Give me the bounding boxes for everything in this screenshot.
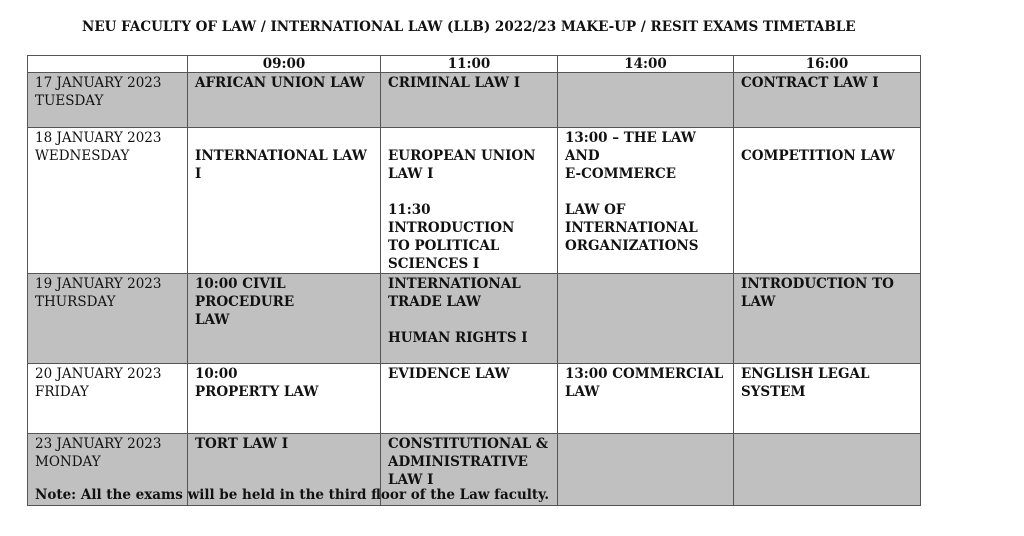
exam-cell-0900	[188, 73, 381, 128]
exam-text: 10:00 CIVIL PROCEDURE LAW	[195, 276, 295, 328]
date-cell	[28, 73, 188, 128]
exam-cell-0900	[188, 274, 381, 364]
exam-text: INTERNATIONAL TRADE LAW HUMAN RIGHTS I	[388, 276, 528, 346]
exam-text: ENGLISH LEGAL SYSTEM	[741, 366, 870, 400]
exam-cell-1400	[558, 364, 734, 434]
date-text: 23 JANUARY 2023	[35, 436, 162, 452]
exam-cell-1400	[558, 434, 734, 506]
exam-location-note: Note: All the exams will be held in the third floor of the Law faculty.	[35, 487, 550, 503]
table-row	[28, 128, 921, 274]
header-row	[28, 56, 921, 73]
exam-text: 10:00 PROPERTY LAW	[195, 366, 319, 400]
exam-text: 13:00 – THE LAW AND E-COMMERCE LAW OF INTERNATIONAL ORGANIZATIONS	[565, 130, 699, 254]
header-1600: 16:00	[734, 56, 921, 73]
exam-cell-1100	[381, 73, 558, 128]
date-text: 17 JANUARY 2023	[35, 75, 162, 91]
date-cell	[28, 274, 188, 364]
table-row	[28, 73, 921, 128]
exam-text: 13:00 COMMERCIAL LAW	[565, 366, 724, 400]
header-blank	[28, 56, 188, 73]
day-text: MONDAY	[35, 454, 101, 470]
table-row	[28, 364, 921, 434]
exam-text: AFRICAN UNION LAW	[195, 75, 365, 91]
exam-text: EUROPEAN UNION LAW I 11:30 INTRODUCTION TO POLITICAL SCIENCES I	[388, 148, 536, 272]
header-1100: 11:00	[381, 56, 558, 73]
exam-text: CRIMINAL LAW I	[388, 75, 521, 91]
exam-text: CONSTITUTIONAL & ADMINISTRATIVE LAW I	[388, 436, 549, 488]
exam-cell-1600	[734, 128, 921, 274]
header-0900: 09:00	[188, 56, 381, 73]
exam-cell-1100	[381, 274, 558, 364]
date-text: 18 JANUARY 2023	[35, 130, 162, 146]
day-text: THURSDAY	[35, 294, 116, 310]
exam-cell-1600	[734, 274, 921, 364]
exam-cell-1400	[558, 274, 734, 364]
exam-text: COMPETITION LAW	[741, 148, 895, 164]
header-1400: 14:00	[558, 56, 734, 73]
table-row	[28, 274, 921, 364]
exam-text: CONTRACT LAW I	[741, 75, 879, 91]
timetable-title: NEU FACULTY OF LAW / INTERNATIONAL LAW (LLB) 2022/23 MAKE-UP / RESIT EXAMS TIMETABLE	[82, 19, 856, 35]
exam-cell-1100	[381, 128, 558, 274]
exam-cell-1400	[558, 73, 734, 128]
date-cell	[28, 364, 188, 434]
exam-cell-0900	[188, 364, 381, 434]
exam-text: EVIDENCE LAW	[388, 366, 510, 382]
exam-cell-1100	[381, 364, 558, 434]
date-cell	[28, 128, 188, 274]
exam-cell-0900	[188, 128, 381, 274]
date-text: 20 JANUARY 2023	[35, 366, 162, 382]
exam-cell-1600	[734, 73, 921, 128]
exam-cell-1600	[734, 364, 921, 434]
exam-text: INTRODUCTION TO LAW	[741, 276, 894, 310]
day-text: TUESDAY	[35, 93, 104, 109]
exam-cell-1600	[734, 434, 921, 506]
day-text: FRIDAY	[35, 384, 89, 400]
date-text: 19 JANUARY 2023	[35, 276, 162, 292]
day-text: WEDNESDAY	[35, 148, 130, 164]
exam-text: INTERNATIONAL LAW I	[195, 148, 367, 182]
exam-cell-1400	[558, 128, 734, 274]
exam-timetable	[27, 55, 921, 506]
exam-text: TORT LAW I	[195, 436, 289, 452]
